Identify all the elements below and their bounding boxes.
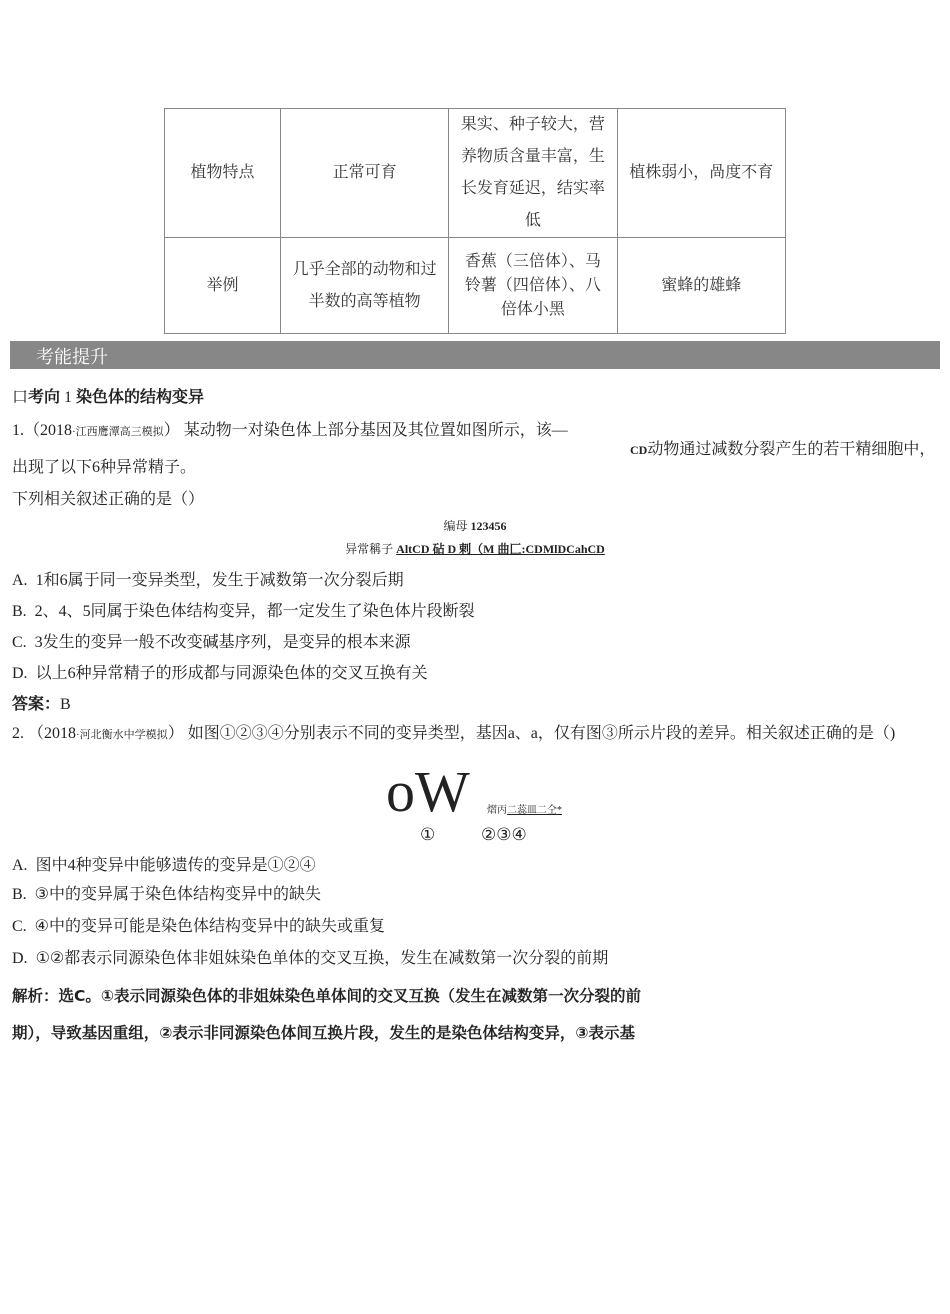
- option-key: B.: [12, 603, 27, 620]
- heading-number: 1: [64, 389, 73, 406]
- option-text: 1和6属于同一变异类型，发生于减数第一次分裂后期: [35, 572, 404, 589]
- row-label: 植物特点: [165, 109, 281, 238]
- heading-prefix: 考向: [28, 389, 61, 406]
- option-key: C.: [12, 918, 27, 935]
- table-cell: [280, 238, 448, 334]
- q1-number: 1.: [12, 422, 24, 439]
- option-text: ④中的变异可能是染色体结构变异中的缺失或重复: [34, 918, 386, 935]
- option-key: C.: [12, 634, 27, 651]
- option-text: 2、4、5同属于染色体结构变异，都一定发生了染色体片段断裂: [34, 603, 475, 620]
- cell-text: 香蕉（三倍体）、马铃薯（四倍体）、八倍体小黑: [464, 252, 601, 318]
- q1-figure-row1: [0, 517, 950, 534]
- q1-option-c: [12, 629, 411, 652]
- section-heading: [12, 384, 204, 407]
- q1-option-b: [12, 598, 475, 621]
- option-text: 3发生的变异一般不改变碱基序列，是变异的根本来源: [34, 634, 411, 651]
- table-row: [165, 238, 786, 334]
- q1-text-a: 某动物一对染色体上部分基因及其位置如图所示，该—: [183, 422, 568, 439]
- q1-source: ·江西鹰潭高三模拟: [72, 426, 164, 438]
- option-key: A.: [12, 857, 28, 874]
- option-key: A.: [12, 572, 28, 589]
- q2-option-a: [12, 852, 316, 875]
- q1-option-d: [12, 660, 428, 683]
- q1-figure-row2: [0, 540, 950, 557]
- caption-underlined: 二蕊皿二仝*: [507, 805, 562, 816]
- q1-text-right: 动物通过减数分裂产生的若干精细胞中，: [647, 441, 936, 458]
- cell-text: 果实、种子较大，营养物质含量丰富，生长发育延迟，结实率低: [460, 116, 605, 229]
- q1-option-a: [12, 567, 404, 590]
- q2-year: （2018: [28, 725, 77, 742]
- fig-label: 编母: [443, 519, 468, 533]
- table-cell: 正常可育: [280, 109, 448, 238]
- table-cell: [449, 109, 617, 238]
- option-text: 以上6种异常精子的形成都与同源染色体的交叉互换有关: [35, 665, 428, 682]
- table-cell: [449, 238, 617, 334]
- fig-sequence: AltCD 砧 D 剌（M 曲匚:CDMlDCahCD: [396, 542, 605, 556]
- q1-close: ）: [163, 422, 180, 439]
- cell-text: 几乎全部的动物和过半数的高等植物: [292, 260, 437, 310]
- fig-nums: 123456: [470, 519, 507, 533]
- q2-close: ）: [167, 725, 184, 742]
- answer-value: B: [60, 696, 71, 713]
- fig-label: 异常稱子: [345, 542, 394, 556]
- ploidy-traits-table: [164, 108, 786, 334]
- q1-stem-line2: 出现了以下6种异常精子。: [12, 459, 197, 476]
- q1-answer: [12, 691, 71, 714]
- option-text: 图中4种变异中能够遗传的变异是①②④: [35, 857, 316, 874]
- q1-stem-right: [630, 436, 935, 459]
- caption-text: 熠丙: [487, 805, 507, 816]
- q1-stem-line3: 下列相关叙述正确的是（）: [12, 491, 205, 508]
- q2-figure-glyph: oW: [386, 759, 470, 824]
- table-row: [165, 109, 786, 238]
- q2-stem: [12, 720, 895, 743]
- row-label: 举例: [165, 238, 281, 334]
- q2-option-b: [12, 881, 321, 904]
- option-key: D.: [12, 665, 28, 682]
- q2-number: 2.: [12, 725, 24, 742]
- q2-option-d: [12, 945, 608, 968]
- q2-figure-caption: [487, 801, 562, 816]
- q2-text: 如图①②③④分别表示不同的变异类型，基因a、a，仅有图③所示片段的差异。相关叙述正确的是（): [187, 725, 896, 742]
- table-cell: 植株弱小，咼度不育: [617, 109, 785, 238]
- option-key: B.: [12, 886, 27, 903]
- banner-title: 考能提升: [36, 347, 108, 368]
- q2-fig-num-1: ①: [420, 825, 436, 844]
- option-key: D.: [12, 950, 28, 967]
- table-cell: 蜜蜂的雄蜂: [617, 238, 785, 334]
- q2-analysis-line2: 期），导致基因重组，②表示非同源染色体间互换片段，发生的是染色体结构变异，③表示基: [12, 1024, 636, 1042]
- q1-stem-line1: [12, 417, 568, 440]
- option-text: ①②都表示同源染色体非姐妹染色单体的交叉互换，发生在减数第一次分裂的前期: [35, 950, 609, 967]
- q2-analysis-line1: 解析：选C。①表示同源染色体的非姐妹染色单体间的交叉互换（发生在减数第一次分裂的前: [12, 987, 642, 1005]
- section-banner: [10, 341, 940, 369]
- q1-code: CD: [630, 443, 648, 457]
- answer-label: 答案：: [12, 696, 61, 713]
- q2-source: ·河北衡水中学模拟: [76, 729, 168, 741]
- q2-option-c: [12, 913, 385, 936]
- heading-box: 口: [12, 389, 29, 406]
- heading-title: 染色体的结构变异: [76, 389, 205, 406]
- option-text: ③中的变异属于染色体结构变异中的缺失: [34, 886, 322, 903]
- q2-fig-num-2: ②③④: [481, 825, 527, 844]
- q1-year: （2018: [24, 422, 73, 439]
